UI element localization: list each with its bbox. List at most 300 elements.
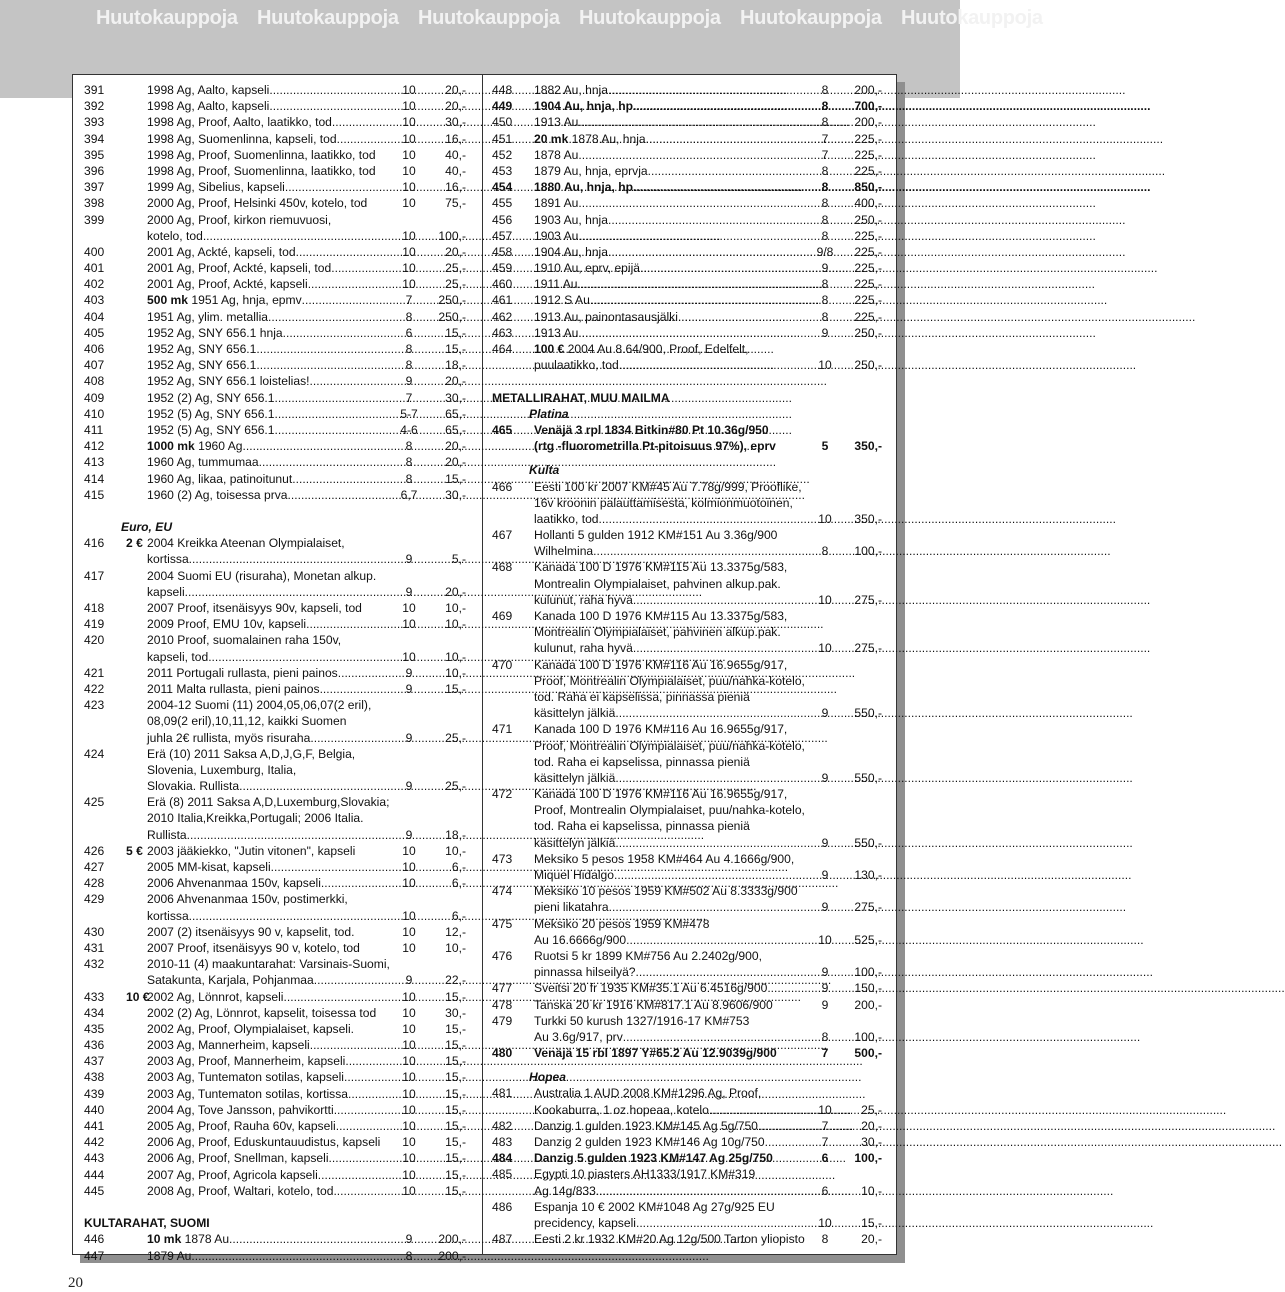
lot-row [84, 98, 466, 114]
price [844, 1166, 882, 1182]
lot-row [84, 325, 466, 341]
lot-row [492, 114, 882, 130]
denomination [126, 1231, 147, 1247]
lot-row [84, 843, 466, 859]
grade [806, 851, 844, 867]
lot-row [84, 616, 466, 632]
header-brand-text: Huutokauppoja [579, 7, 721, 29]
lot-number [492, 1102, 534, 1118]
description-text: Espanja 10 € 2002 KM#1048 Ag 27g/925 EU [534, 1199, 775, 1214]
lot-number: 456 [492, 212, 513, 227]
description-text: käsittelyn jälkiä [534, 770, 616, 785]
grade: 7 [821, 1118, 829, 1133]
grade: 8 [405, 358, 413, 373]
denomination [126, 471, 147, 487]
price [844, 527, 882, 543]
lot-row [492, 980, 882, 996]
leader-dots [331, 260, 390, 276]
lot-number: 462 [492, 309, 513, 324]
lot-row [492, 1199, 882, 1215]
lot-number: 392 [84, 99, 105, 114]
leader-dots [608, 212, 806, 228]
lot-description [147, 956, 390, 972]
lot-description [534, 818, 806, 834]
denomination [126, 260, 147, 276]
price: 6,- [451, 860, 466, 874]
price: 100,- [854, 1151, 882, 1166]
price: 15,- [445, 1119, 466, 1133]
lot-number: 461 [492, 293, 513, 308]
denomination [126, 163, 147, 179]
leader-dots [269, 82, 390, 98]
lot-description [147, 1150, 390, 1166]
lot-row [492, 260, 882, 276]
lot-row [492, 479, 882, 495]
price: 400,- [854, 196, 882, 211]
price: 100,- [438, 228, 466, 243]
lot-row [84, 244, 466, 260]
lot-row [84, 568, 466, 584]
lot-description [147, 82, 390, 98]
grade [806, 802, 844, 818]
description-text: (rtg -fluorometrilla Pt-pitoisuus 97%), eprv [534, 439, 776, 454]
leader-dots [310, 730, 390, 746]
description-text: 2003 Ag, Mannerheim, kapseli [147, 1038, 310, 1053]
price: 20,- [445, 244, 466, 259]
grade: 8 [821, 309, 829, 324]
lot-number: 411 [84, 422, 104, 437]
price: 25,- [445, 779, 466, 794]
lot-description [534, 163, 806, 179]
denomination [126, 746, 147, 762]
lot-number [84, 551, 126, 567]
grade [806, 1199, 844, 1215]
denomination [126, 292, 147, 308]
lot-description [147, 940, 390, 956]
grade: 9 [821, 981, 829, 996]
price: 12,- [445, 924, 466, 939]
description-text: 1998 Ag, Proof, Aalto, laatikko, tod [147, 115, 332, 130]
lot-row [84, 471, 466, 487]
denomination [126, 875, 147, 891]
lot-number [492, 673, 534, 689]
description-text: Meksiko 20 pesos 1959 KM#478 [534, 916, 710, 931]
lot-row [492, 916, 882, 932]
grade: 10 [402, 1183, 416, 1198]
price: 75,- [445, 196, 466, 211]
header-brand-text: Huutokauppoja [740, 7, 882, 29]
lot-row [84, 891, 466, 907]
grade: 8 [821, 180, 829, 195]
grade: 9 [405, 973, 413, 988]
price: 550,- [854, 706, 882, 721]
price: 10,- [445, 940, 466, 955]
price: 30,- [445, 487, 466, 502]
description-text: kotelo, tod [147, 228, 203, 243]
denomination: 2 € [126, 536, 143, 551]
leader-dots [292, 471, 390, 487]
lot-description [147, 147, 390, 163]
lot-description [147, 454, 390, 470]
lot-number [492, 495, 534, 511]
lot-number: 404 [84, 309, 105, 324]
price: 15,- [445, 989, 466, 1004]
leader-dots [596, 1183, 806, 1199]
grade: 10 [818, 932, 832, 947]
lot-description [534, 131, 806, 147]
lot-description [147, 794, 390, 810]
header-brand-text: Huutokauppoja [901, 7, 1043, 29]
price [844, 1085, 882, 1101]
description-text: Venäjä 15 rbl 1897 Y#65.2 Au 12.9039g/900 [534, 1046, 777, 1061]
description-text: laatikko, tod [534, 511, 599, 526]
price: 225,- [854, 228, 882, 243]
lot-description [534, 1150, 806, 1166]
lot-row [492, 754, 882, 770]
grade: 8 [821, 293, 829, 308]
lot-number: 482 [492, 1118, 513, 1133]
description-text: 1960 (2) Ag, toisessa prva [147, 487, 288, 502]
price: 350,- [854, 511, 882, 526]
price: 18,- [445, 827, 466, 842]
leader-dots [271, 859, 390, 875]
lot-row [492, 932, 882, 948]
description-text: Montrealin Olympialaiset, pahvinen alkup.pak. [534, 625, 781, 640]
grade: 10 [818, 1102, 832, 1117]
lot-description [147, 1005, 390, 1021]
denomination [126, 1053, 147, 1069]
lot-description [534, 1045, 806, 1061]
price: 850,- [854, 180, 882, 195]
price: 130,- [854, 868, 882, 882]
leader-dots [332, 114, 390, 130]
description-text: Montrealin Olympialaiset, pahvinen alkup.pak. [534, 576, 781, 591]
denomination [126, 649, 147, 665]
lot-number: 393 [84, 115, 105, 130]
leader-dots [578, 195, 806, 211]
grade [390, 891, 428, 907]
denomination [126, 891, 147, 907]
lot-description [147, 1037, 390, 1053]
price: 6,- [451, 908, 466, 923]
leader-dots [329, 1150, 390, 1166]
description-text: Ruotsi 5 kr 1899 KM#756 Au 2.2402g/900, [534, 948, 762, 963]
leader-dots [590, 292, 806, 308]
denomination [126, 406, 147, 422]
lot-number: 471 [492, 722, 513, 737]
lot-row [84, 147, 466, 163]
description-text: 1952 Ag, SNY 656.1 [147, 342, 257, 356]
lot-number: 445 [84, 1183, 105, 1198]
lot-description [534, 212, 806, 228]
leader-dots [333, 1183, 390, 1199]
denomination [126, 908, 147, 924]
description-text: 2003 Ag, Tuntematon sotilas, kortissa [147, 1086, 349, 1101]
lot-description [147, 1248, 390, 1264]
lot-row [492, 883, 882, 899]
lot-row [492, 673, 882, 689]
description-text: precidency, kapseli [534, 1215, 636, 1230]
leader-dots [239, 778, 390, 794]
leader-dots [314, 972, 390, 988]
description-text: Wilhelmina [534, 544, 594, 559]
price: 10,- [445, 601, 466, 615]
lot-description [147, 1231, 390, 1247]
grade: 9 [821, 868, 829, 882]
lot-description [147, 487, 390, 503]
description-text: 1903 Au [534, 228, 579, 243]
leader-dots [275, 406, 390, 422]
denomination [126, 454, 147, 470]
price: 20,- [445, 374, 466, 389]
description-text: 1999 Ag, Sibelius, kapseli [147, 180, 285, 195]
description-text: 1878 Au [534, 147, 579, 162]
lot-row [84, 827, 466, 843]
lot-row [84, 730, 466, 746]
leader-dots [578, 147, 806, 163]
price: 15,- [445, 1021, 466, 1036]
grade: 7 [821, 147, 829, 162]
leader-dots [633, 640, 806, 656]
grade: 10 [402, 115, 416, 130]
grade: 8 [405, 309, 413, 324]
lot-number [84, 228, 126, 244]
description-text: 2001 Ag, Proof, Ackté, kapseli, tod [147, 261, 332, 276]
leader-dots [623, 1029, 806, 1045]
description-text: pinnassa hilseilyä? [534, 965, 636, 980]
description-text: 1904 Au, hnja, hp [534, 99, 634, 114]
lot-description [534, 640, 806, 656]
description-text: kortissa [147, 908, 189, 923]
grade [390, 568, 428, 584]
lot-number: 394 [84, 131, 105, 146]
lot-row [84, 422, 466, 438]
description-text: 2004 Kreikka Ateenan Olympialaiset, [147, 536, 345, 551]
grade: 10 [402, 228, 416, 243]
denomination [126, 1021, 147, 1037]
lot-number: 455 [492, 196, 513, 211]
description-text: 2004 Ag, Tove Jansson, pahvikortti [147, 1102, 334, 1117]
lot-row [84, 212, 466, 228]
lot-description [147, 810, 390, 826]
description-text: Tanska 20 kr 1916 KM#817.1 Au 8.9606/900 [534, 997, 773, 1012]
lot-description [534, 980, 806, 996]
grade: 10 [402, 196, 416, 211]
price: 250,- [438, 293, 466, 308]
header-brand-text: Huutokauppoja [257, 7, 399, 29]
lot-description [534, 1118, 806, 1134]
lot-description [534, 964, 806, 980]
lot-number: 417 [84, 568, 105, 583]
lot-number: 453 [492, 163, 513, 178]
description-text: Slovenia, Luxemburg, Italia, [147, 762, 297, 777]
lot-row [84, 649, 466, 665]
price [844, 689, 882, 705]
denomination [126, 487, 147, 503]
lot-row [492, 212, 882, 228]
lot-row [492, 195, 882, 211]
description-text: 2002 (2) Ag, Lönnrot, kapselit, toisessa tod [147, 1005, 377, 1020]
lot-number: 474 [492, 884, 513, 899]
price [844, 479, 882, 495]
description-text: 1910 Au, eprv, epijä [534, 261, 641, 276]
grade: 10 [402, 277, 416, 292]
spacer [84, 503, 466, 519]
lot-number: 403 [84, 293, 105, 308]
price: 25,- [861, 1102, 882, 1117]
denomination [126, 114, 147, 130]
lot-description [534, 1013, 806, 1029]
lot-number: 473 [492, 851, 513, 866]
lot-row [492, 244, 882, 260]
lot-number: 472 [492, 787, 513, 802]
lot-description [534, 576, 806, 592]
description-text: 2005 Ag, Proof, Rauha 60v, kapseli [147, 1119, 336, 1133]
lot-row [84, 195, 466, 211]
lot-description [534, 114, 806, 130]
lot-row [492, 422, 882, 438]
leader-dots [619, 357, 806, 373]
description-text: Danzig 5 gulden 1923 KM#147 Ag 25g/750 [534, 1151, 773, 1166]
lot-number: 447 [84, 1248, 105, 1263]
denomination [126, 228, 147, 244]
grade [806, 576, 844, 592]
lot-description [534, 309, 806, 325]
price: 275,- [854, 641, 882, 656]
lot-row [492, 98, 882, 114]
description-text: 2007 Proof, itsenäisyys 90v, kapseli, tod [147, 601, 362, 615]
lot-row [492, 292, 882, 308]
lot-number: 440 [84, 1102, 105, 1117]
description-text: 1904 Au, hnja [534, 244, 608, 259]
lot-row [492, 899, 882, 915]
lot-number: 428 [84, 876, 105, 891]
grade: 10 [402, 1054, 416, 1069]
lot-number [492, 802, 534, 818]
grade: 9/8 [816, 244, 834, 259]
leader-dots [348, 1086, 390, 1102]
description-text: 10 mk 1878 Au [147, 1232, 230, 1247]
description-text: 1879 Au, hnja, eprvja [534, 163, 648, 178]
lot-description [147, 341, 390, 357]
price: 100,- [854, 965, 882, 980]
grade: 10 [402, 163, 416, 178]
lot-description [147, 632, 390, 648]
denomination [126, 810, 147, 826]
lot-number [492, 357, 534, 373]
lot-description [534, 244, 806, 260]
grade: 10 [402, 601, 416, 615]
description-text: 2003 jääkiekko, "Jutin vitonen", kapseli [147, 843, 356, 858]
leader-dots [306, 616, 390, 632]
price [844, 608, 882, 624]
price [428, 762, 466, 778]
grade [806, 673, 844, 689]
description-text: Kanada 100 D 1976 KM#116 Au 16.9655g/917, [534, 787, 788, 802]
lot-description [534, 292, 806, 308]
description-text: Turkki 50 kurush 1327/1916-17 KM#753 [534, 1013, 750, 1028]
grade [806, 422, 844, 438]
grade: 7 [405, 390, 413, 405]
lot-row [492, 948, 882, 964]
lot-number [84, 972, 126, 988]
lot-row [84, 454, 466, 470]
denomination [126, 179, 147, 195]
lot-description [534, 592, 806, 608]
denomination [126, 212, 147, 228]
price: 10,- [861, 1183, 882, 1198]
grade: 8 [821, 228, 829, 243]
price [844, 673, 882, 689]
lot-description [147, 1167, 390, 1183]
spacer [84, 1199, 466, 1215]
lot-row [492, 818, 882, 834]
grade: 10 [402, 131, 416, 146]
leader-dots [578, 228, 806, 244]
denomination [126, 924, 147, 940]
lot-number [84, 713, 126, 729]
lot-row [84, 163, 466, 179]
price: 15,- [445, 1102, 466, 1117]
lot-description [534, 624, 806, 640]
leader-dots [283, 325, 390, 341]
lot-number [492, 1029, 534, 1045]
lot-description [534, 705, 806, 721]
price [428, 956, 466, 972]
lot-description [147, 859, 390, 875]
description-text: Au 3.6g/917, prv [534, 1029, 623, 1044]
lot-row [84, 1037, 466, 1053]
lot-number: 406 [84, 342, 105, 356]
grade: 8 [821, 544, 829, 559]
price: 15,- [445, 1054, 466, 1069]
lot-number: 416 [84, 536, 105, 551]
leader-dots [578, 276, 807, 292]
description-text: Eesti 100 kr 2007 KM#45 Au 7.78g/999, Prooflike, [534, 479, 802, 494]
lot-description [147, 114, 390, 130]
grade: 9 [405, 374, 413, 389]
grade [806, 1166, 844, 1182]
price: 30,- [861, 1135, 882, 1149]
description-text: 1960 Ag, likaa, patinoitunut [147, 471, 293, 486]
leader-dots [285, 179, 390, 195]
lot-number: 408 [84, 374, 105, 389]
lot-number [492, 835, 534, 851]
leader-dots [344, 1069, 390, 1085]
denomination [126, 600, 147, 616]
leader-dots [191, 1248, 390, 1264]
price: 15,- [445, 1038, 466, 1053]
price [844, 576, 882, 592]
lot-row [84, 535, 466, 551]
lot-number [84, 762, 126, 778]
description-text: kapseli, tod [147, 649, 209, 664]
denomination [126, 1118, 147, 1134]
grade: 9 [821, 325, 829, 340]
lot-row [84, 551, 466, 567]
lot-row [492, 1013, 882, 1029]
lot-description [534, 754, 806, 770]
description-text: 1952 Ag, SNY 656.1 hnja [147, 325, 283, 340]
lot-description [147, 1118, 390, 1134]
description-text: 1951 Ag, ylim. metallia [147, 309, 268, 324]
denomination [126, 325, 147, 341]
price: 5,- [451, 552, 466, 567]
grade: 10 [402, 1119, 416, 1133]
lot-row [84, 632, 466, 648]
lot-row [84, 1069, 466, 1085]
grade: 9 [821, 900, 829, 915]
